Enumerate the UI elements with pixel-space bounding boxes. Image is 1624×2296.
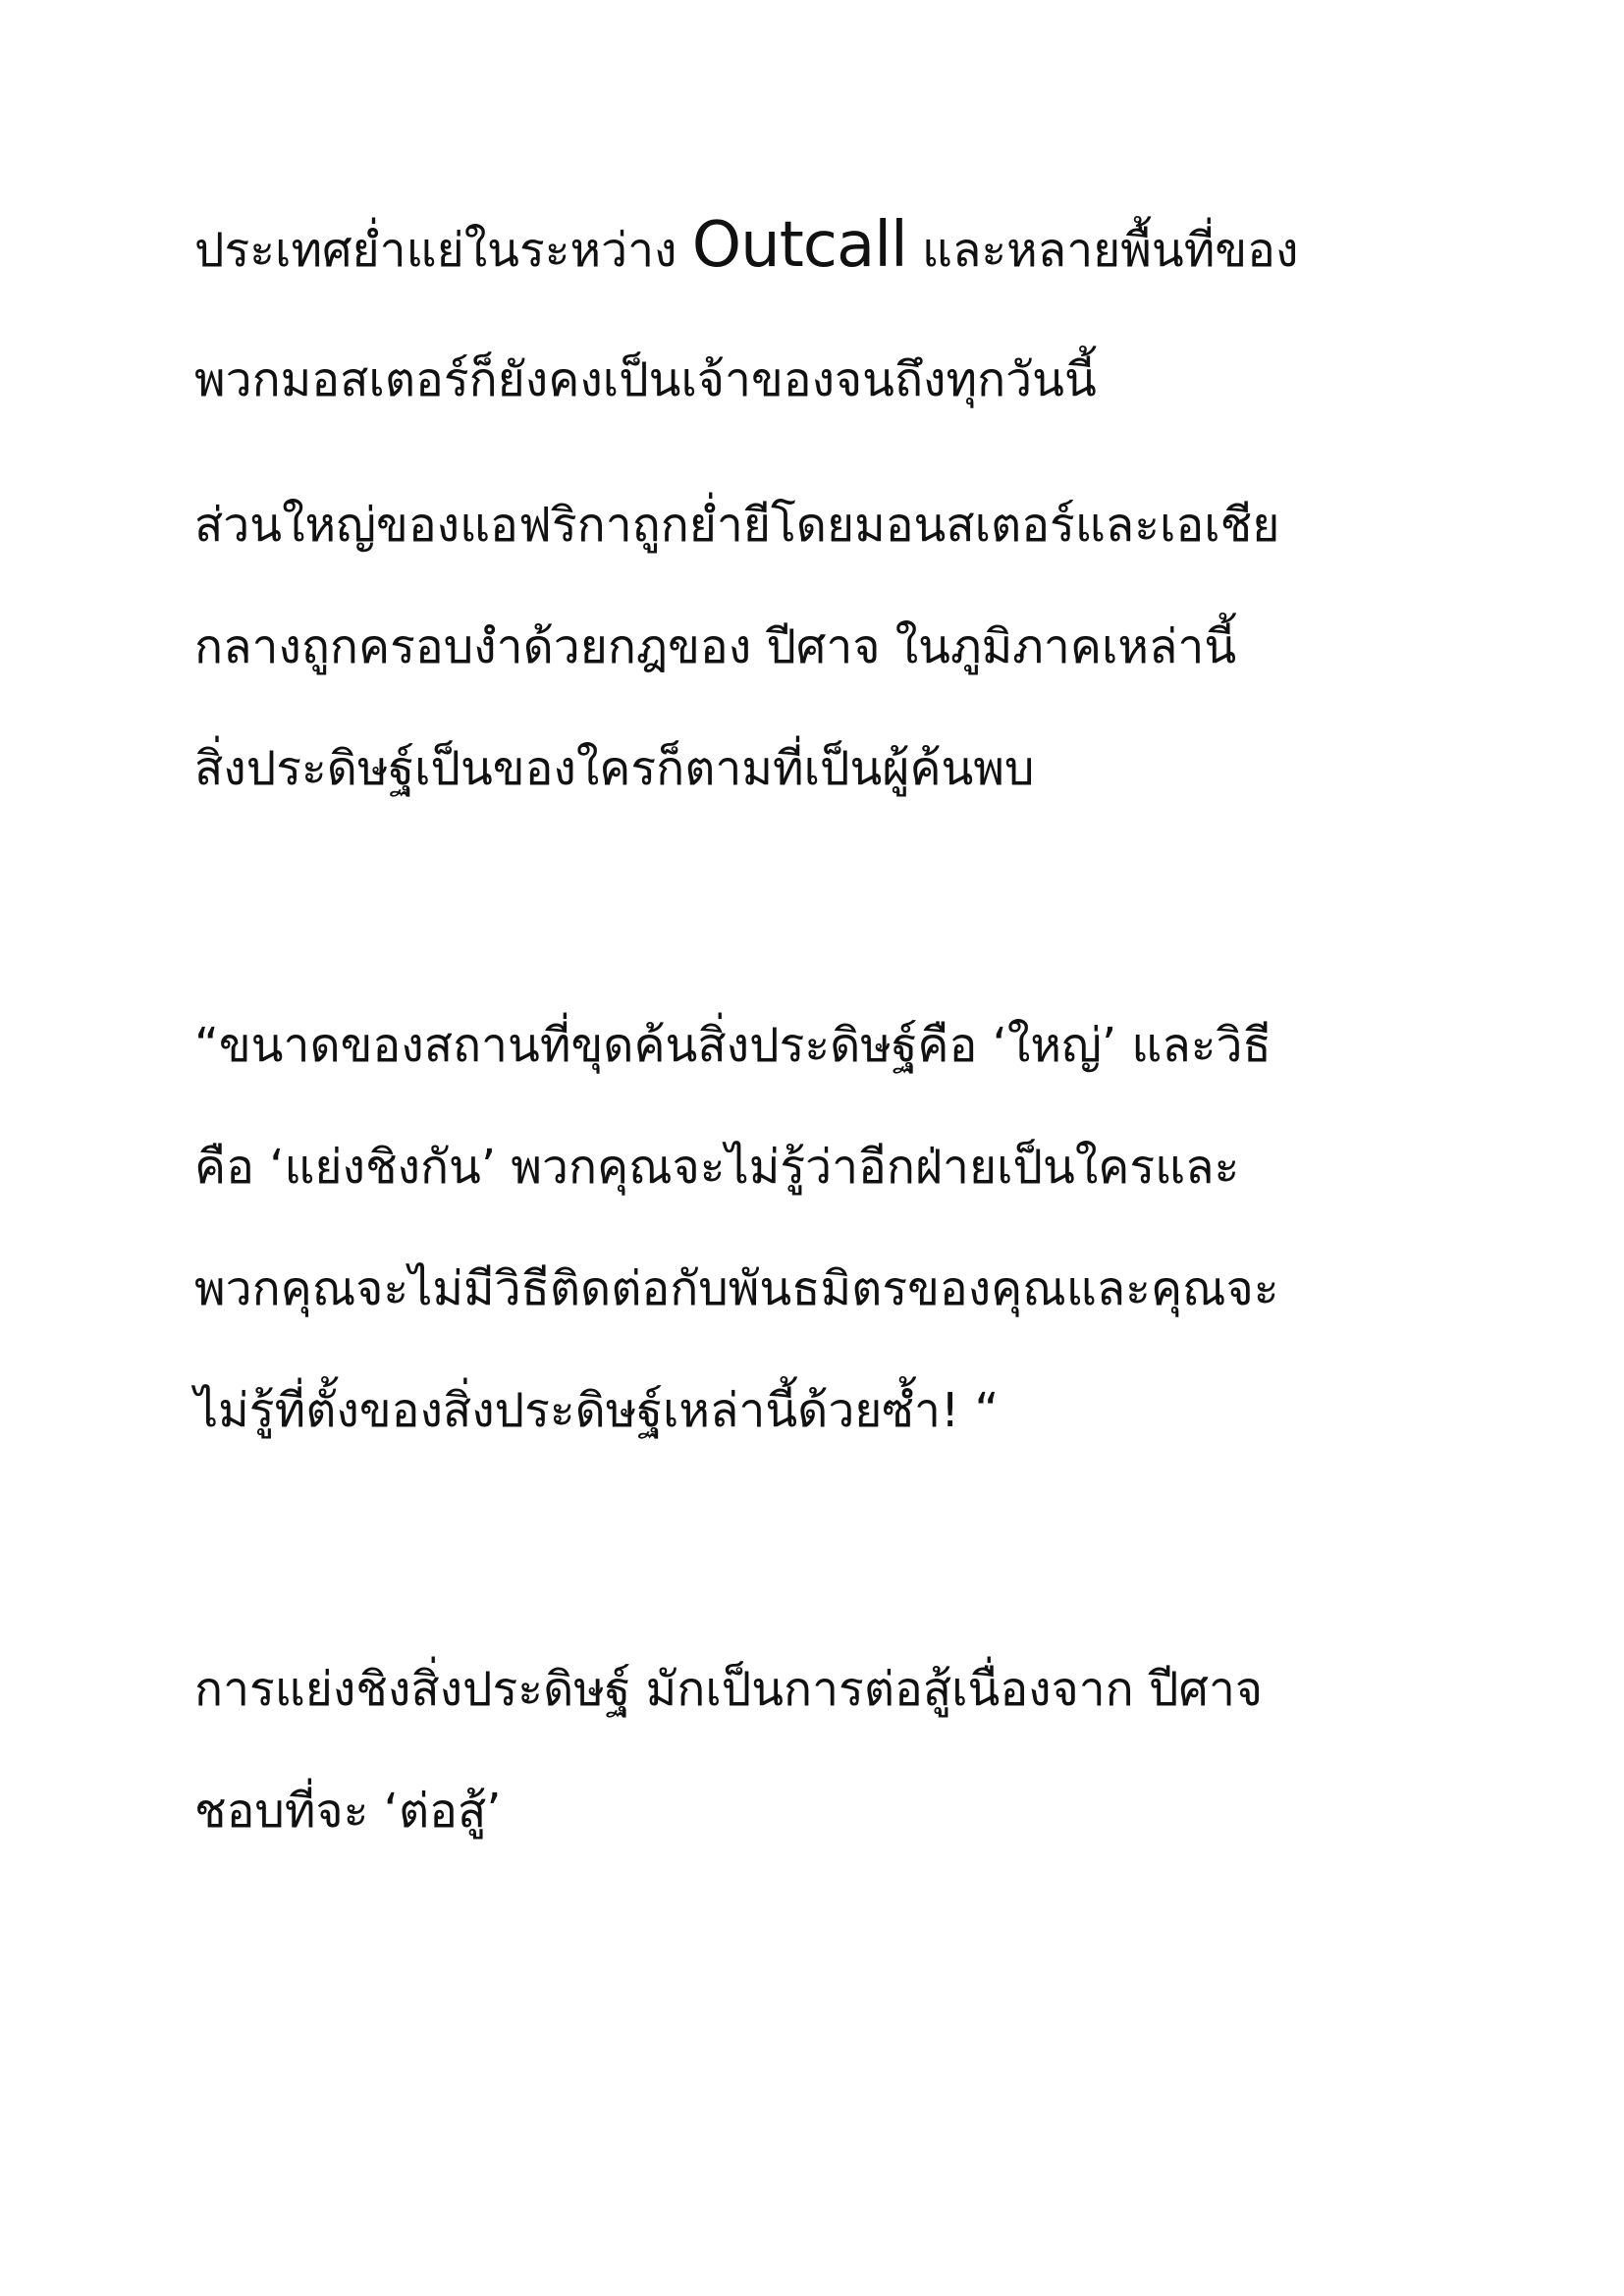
outcall-term: Outcall	[691, 209, 907, 282]
paragraph-1-line-1	[194, 209, 1299, 282]
paragraph-3-line-3: พวกคุณจะไม่มีวิธีติดต่อกับพันธมิตรของคุณและคุณจะ	[194, 1261, 1279, 1316]
paragraph-2-line-3: สิ่งประดิษฐ์เป็นของใครก็ตามที่เป็นผู้ค้นพบ	[194, 741, 1035, 796]
paragraph-2-line-2: กลางถูกครอบงำด้วยกฎของ ปีศาจ ในภูมิภาคเหล่านี้	[194, 619, 1237, 674]
paragraph-1-line-1-post: และหลายพื้นที่ของ	[906, 223, 1299, 278]
paragraph-1-line-2: พวกมอสเตอร์ก็ยังคงเป็นเจ้าของจนถึงทุกวันนี้	[194, 352, 1097, 407]
paragraph-2-line-1: ส่วนใหญ่ของแอฟริกาถูกย่ำยีโดยมอนสเตอร์และเอเชีย	[194, 498, 1280, 553]
paragraph-1-line-1-pre: ประเทศย่ำแย่ในระหว่าง	[194, 223, 692, 278]
paragraph-3-line-4: ไม่รู้ที่ตั้งของสิ่งประดิษฐ์เหล่านี้ด้วยซ้ำ! “	[194, 1383, 1000, 1438]
paragraph-4-line-1: การแย่งชิงสิ่งประดิษฐ์ มักเป็นการต่อสู้เนื่องจาก ปีศาจ	[194, 1662, 1264, 1717]
paragraph-3-line-1: “ขนาดของสถานที่ขุดค้นสิ่งประดิษฐ์คือ ‘ใหญ่’ และวิธี	[194, 1018, 1272, 1073]
paragraph-3-line-2: คือ ‘แย่งชิงกัน’ พวกคุณจะไม่รู้ว่าอีกฝ่ายเป็นใครและ	[194, 1140, 1240, 1195]
paragraph-4-line-2: ชอบที่จะ ‘ต่อสู้’	[194, 1784, 502, 1839]
